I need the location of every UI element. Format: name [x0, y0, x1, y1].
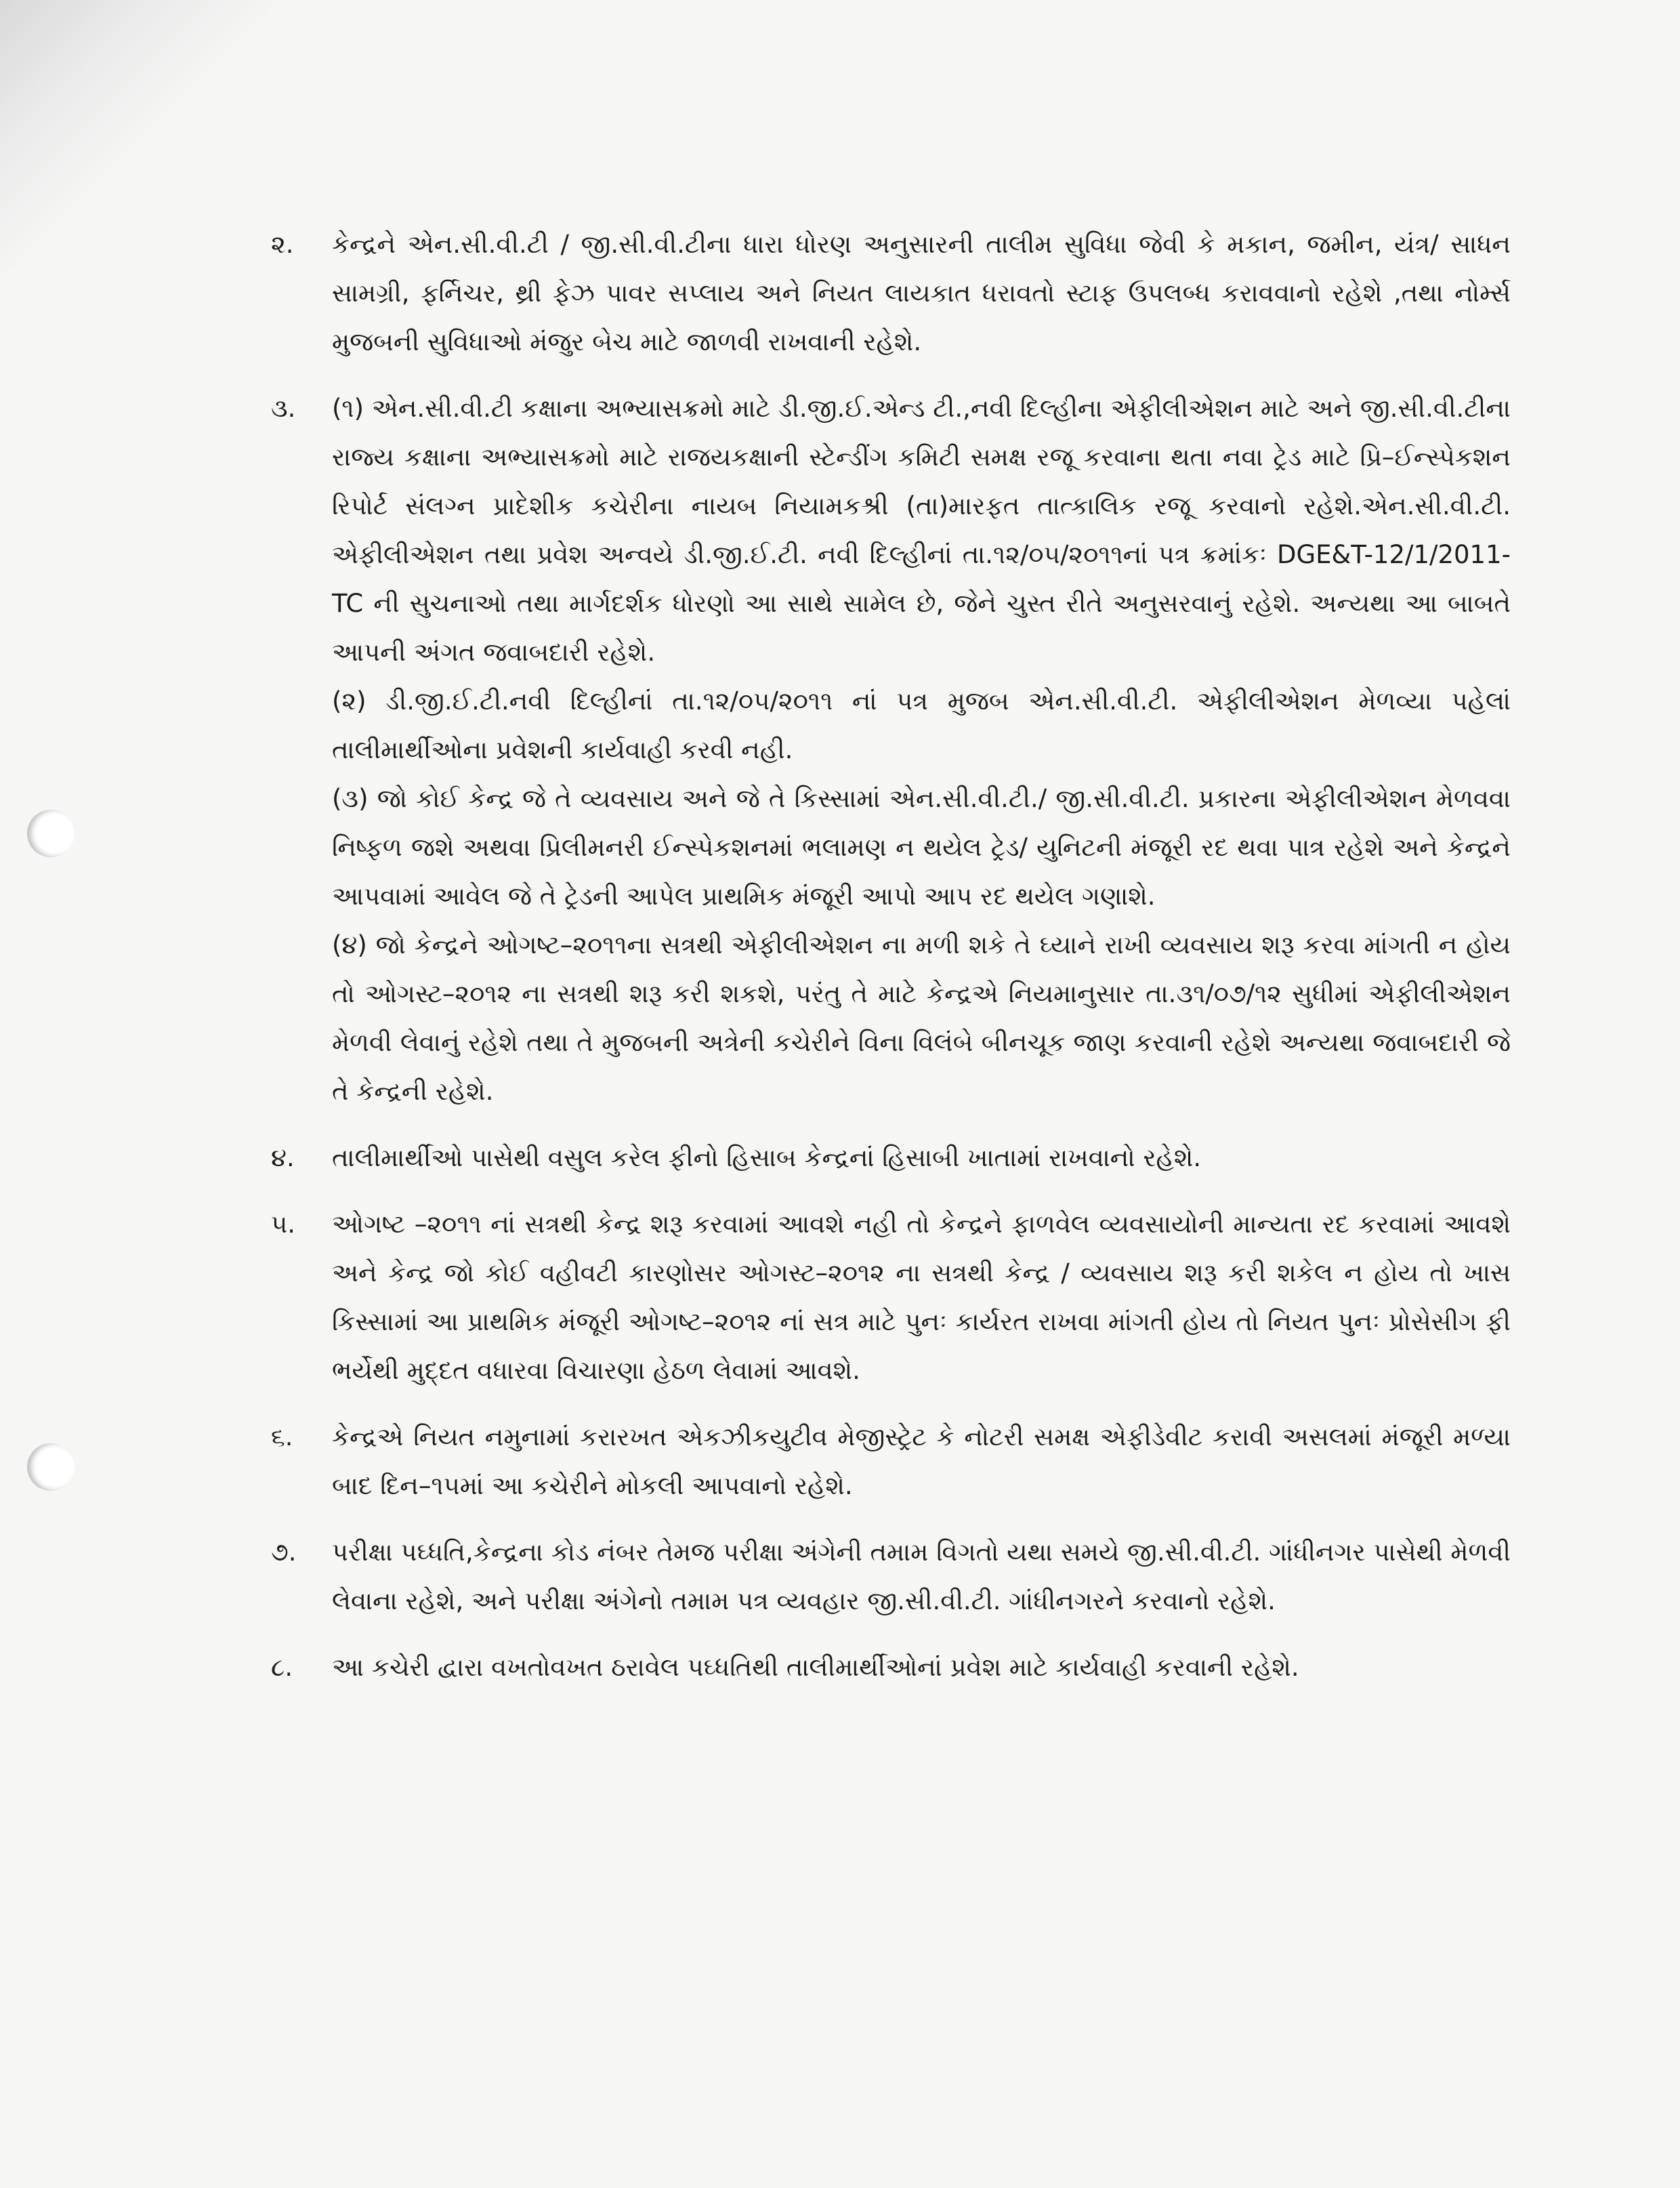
document-body: [271, 220, 1511, 1710]
clause-number: ૩.: [271, 394, 296, 423]
clause-4: [271, 1134, 1511, 1182]
clause-text: કેન્દ્રને એન.સી.વી.ટી / જી.સી.વી.ટીના ધારા ધોરણ અનુસારની તાલીમ સુવિધા જેવી કે મકાન, જમીન, યંત્ર/ સાધન સામગ્રી, ફર્નિચર, થ્રી ફેઝ પાવર સપ્લાય અને નિયત લાયકાત ધરાવતો સ્ટાફ ઉપલબ્ધ કરાવવાનો રહેશે ,તથા નોર્મ્સ મુજબની સુવિધાઓ મંજુર બેચ માટે જાળવી રાખવાની રહેશે.: [332, 230, 1511, 356]
punch-hole-bottom: [27, 1443, 75, 1491]
clause-text: પરીક્ષા પઘ્ધતિ,કેન્દ્રના કોડ નંબર તેમજ પરીક્ષા અંગેની તમામ વિગતો યથા સમયે જી.સી.વી.ટી. ગાંધીનગર પાસેથી મેળવી લેવાના રહેશે, અને પરીક્ષા અંગેનો તમામ પત્ર વ્યવહાર જી.સી.વી.ટી. ગાંધીનગરને કરવાનો રહેશે.: [332, 1537, 1511, 1615]
subclause-3-2: (૨) ડી.જી.ઈ.ટી.નવી દિલ્હીનાં તા.૧૨/૦૫/૨૦૧૧ નાં પત્ર મુજબ એન.સી.વી.ટી. એફીલીએશન મેળવ્યા પહેલાં તાલીમાર્થીઓના પ્રવેશની કાર્યવાહી કરવી નહી.: [332, 686, 1511, 764]
clause-5: [271, 1200, 1511, 1395]
clause-3: [271, 384, 1511, 1116]
page-fold-shadow: [0, 0, 271, 271]
clause-2: [271, 220, 1511, 367]
clause-number: ૭.: [271, 1537, 297, 1567]
clause-text: તાલીમાર્થીઓ પાસેથી વસુલ કરેલ ફીનો હિસાબ કેન્દ્રનાં હિસાબી ખાતામાં રાખવાનો રહેશે.: [332, 1143, 1202, 1172]
clause-number: ૮.: [271, 1653, 293, 1682]
clause-text: કેન્દ્રએ નિયત નમુનામાં કરારખત એકઝીકયુટીવ મેજીસ્ટ્રેટ કે નોટરી સમક્ષ એફીડેવીટ કરાવી અસલમાં મંજૂરી મળ્યા બાદ દિન–૧૫માં આ કચેરીને મોકલી આપવાનો રહેશે.: [332, 1422, 1511, 1500]
clause-number: ૫.: [271, 1210, 296, 1239]
clause-text: ઓગષ્ટ –૨૦૧૧ નાં સત્રથી કેન્દ્ર શરૂ કરવામાં આવશે નહી તો કેન્દ્રને ફાળવેલ વ્યવસાયોની માન્યતા રદ કરવામાં આવશે અને કેન્દ્ર જો કોઈ વહીવટી કારણોસર ઓગસ્ટ–૨૦૧૨ ના સત્રથી કેન્દ્ર / વ્યવસાય શરૂ કરી શકેલ ન હોય તો ખાસ કિસ્સામાં આ પ્રાથમિક મંજૂરી ઓગષ્ટ–૨૦૧૨ નાં સત્ર માટે પુનઃ કાર્યરત રાખવા માંગતી હોય તો નિયત પુનઃ પ્રોસેસીગ ફી ભર્યેથી મુદ્દત વધારવા વિચારણા હેઠળ લેવામાં આવશે.: [332, 1210, 1511, 1385]
clause-6: [271, 1413, 1511, 1510]
clause-text: આ કચેરી દ્વારા વખતોવખત ઠરાવેલ પઘ્ધતિથી તાલીમાર્થીઓનાં પ્રવેશ માટે કાર્યવાહી કરવાની રહેશે.: [332, 1653, 1299, 1682]
clause-7: [271, 1528, 1511, 1626]
subclause-3-3: (૩) જો કોઈ કેન્દ્ર જે તે વ્યવસાય અને જે તે કિસ્સામાં એન.સી.વી.ટી./ જી.સી.વી.ટી. પ્રકારના એફીલીએશન મેળવવા નિષ્ફળ જશે અથવા પ્રિલીમનરી ઈન્સ્પેકશનમાં ભલામણ ન થયેલ ટ્રેડ/ યુનિટની મંજૂરી રદ થવા પાત્ર રહેશે અને કેન્દ્રને આપવામાં આવેલ જે તે ટ્રેડની આપેલ પ્રાથમિક મંજૂરી આપો આપ રદ થયેલ ગણાશે.: [332, 784, 1511, 911]
clause-8: [271, 1643, 1511, 1692]
clause-number: ૬.: [271, 1422, 293, 1451]
subclause-3-1: (૧) એન.સી.વી.ટી કક્ષાના અભ્યાસક્રમો માટે ડી.જી.ઈ.એન્ડ ટી.,નવી દિલ્હીના એફીલીએશન માટે અને જી.સી.વી.ટીના રાજ્ય કક્ષાના અભ્યાસક્રમો માટે રાજયકક્ષાની સ્ટેન્ડીંગ કમિટી સમક્ષ રજૂ કરવાના થતા નવા ટ્રેડ માટે પ્રિ–ઈન્સ્પેકશન રિપોર્ટ સંલગ્ન પ્રાદેશીક કચેરીના નાયબ નિયામકશ્રી (તા)મારફત તાત્કાલિક રજૂ કરવાનો રહેશે.એન.સી.વી.ટી. એફીલીએશન તથા પ્રવેશ અન્વયે ડી.જી.ઈ.ટી. નવી દિલ્હીનાં તા.૧૨/૦૫/૨૦૧૧નાં પત્ર ક્રમાંકઃ DGE&T-12/1/2011-TC ની સુચનાઓ તથા માર્ગદર્શક ધોરણો આ સાથે સામેલ છે, જેને ચુસ્ત રીતે અનુસરવાનું રહેશે. અન્યથા આ બાબતે આપની અંગત જવાબદારી રહેશે.: [332, 394, 1511, 667]
punch-hole-top: [27, 810, 75, 857]
clause-number: ૪.: [271, 1143, 295, 1172]
subclause-3-4: (૪) જો કેન્દ્રને ઓગષ્ટ–૨૦૧૧ના સત્રથી એફીલીએશન ના મળી શકે તે ઘ્યાને રાખી વ્યવસાય શરૂ કરવા માંગતી ન હોય તો ઓગસ્ટ–૨૦૧૨ ના સત્રથી શરૂ કરી શકશે, પરંતુ તે માટે કેન્દ્રએ નિયમાનુસાર તા.૩૧/૦૭/૧૨ સુધીમાં એફીલીએશન મેળવી લેવાનું રહેશે તથા તે મુજબની અત્રેની કચેરીને વિના વિલંબે બીનચૂક જાણ કરવાની રહેશે અન્યથા જવાબદારી જે તે કેન્દ્રની રહેશે.: [332, 930, 1511, 1106]
clause-number: ૨.: [271, 230, 294, 259]
